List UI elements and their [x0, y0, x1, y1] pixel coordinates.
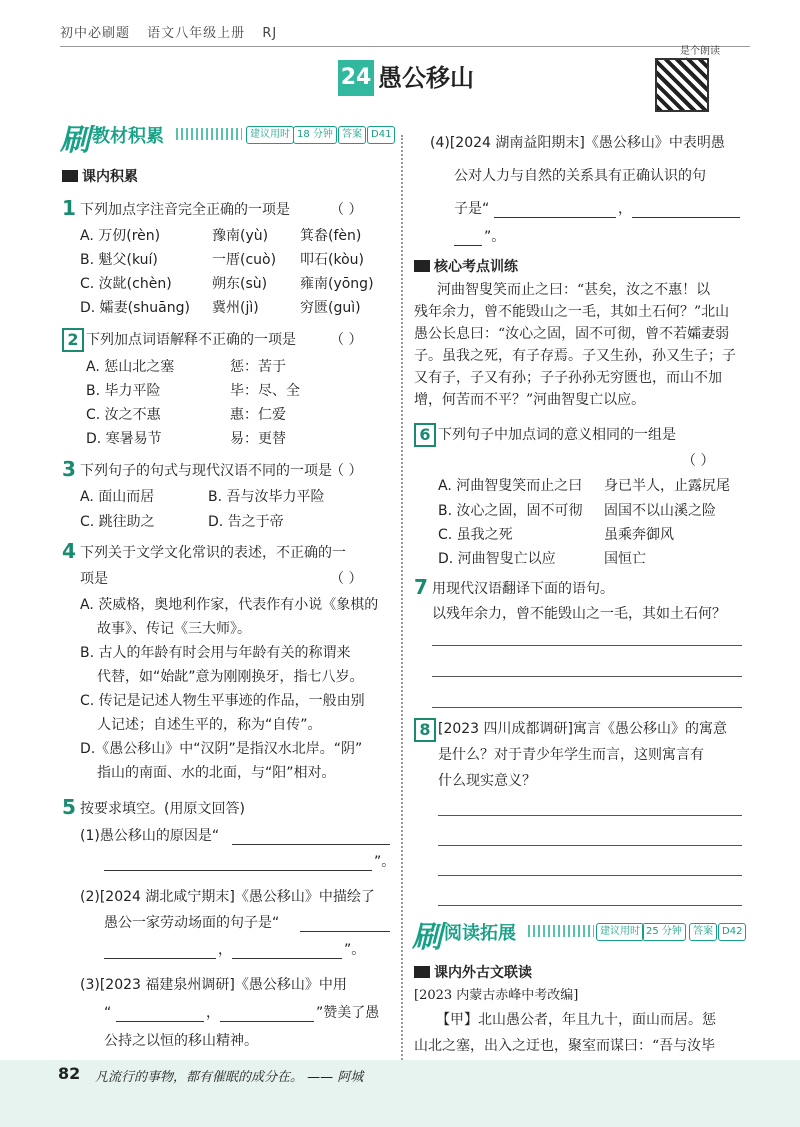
question-number: 5 [62, 795, 76, 819]
subject-name: 语文八年级上册 [147, 26, 246, 41]
fill-end: ”。 [344, 942, 366, 958]
answer-blank[interactable] [220, 1003, 314, 1022]
fill-prompt: 公对人力与自然的关系具有正确认识的句 [454, 168, 706, 184]
fill-end: ”。 [484, 229, 506, 245]
passage-line: 子。虽我之死，有子存焉。子又生孙，孙又生子；子 [414, 348, 736, 364]
fill-prompt: 愚公一家劳动场面的句子是“ [104, 915, 280, 931]
option: 叩石(kòu) [300, 252, 364, 268]
option: 雍南(yōng) [300, 276, 374, 292]
lesson-number: 24 [338, 60, 374, 96]
answer-blank[interactable] [104, 852, 372, 871]
answer-paren[interactable]: （ ） [330, 202, 363, 218]
option: D. 河曲智叟亡以应 [438, 551, 556, 567]
fill-prompt: “ [104, 1005, 112, 1021]
section-title-textbook: 教材积累 [92, 126, 164, 147]
comma: ， [618, 201, 632, 217]
option: A. 惩山北之塞 [86, 359, 175, 375]
option: A. 面山而居 [80, 489, 155, 505]
question-number: 4 [62, 539, 76, 563]
answer-label: 答案 [689, 923, 717, 941]
answer-line[interactable] [432, 676, 742, 677]
question-number: 1 [62, 196, 76, 220]
question-stem: 项是 [80, 571, 108, 587]
option-line: D.《愚公移山》中“汉阴”是指汉水北岸。“阴” [80, 741, 363, 757]
question-stem: 下列句子的句式与现代汉语不同的一项是 [80, 463, 332, 479]
option: 豫南(yù) [212, 228, 269, 244]
time-value: 18 分钟 [293, 126, 337, 144]
source-sentence: 以残年余力，曾不能毁山之一毛，其如土石何？ [432, 606, 726, 622]
answer-blank[interactable] [232, 826, 390, 845]
answer-label: 答案 [338, 126, 366, 144]
lesson-title: 愚公移山 [378, 64, 474, 92]
option: 固国不以山溪之险 [604, 503, 716, 519]
option: D. 告之于帝 [208, 514, 284, 530]
answer-blank[interactable] [454, 227, 482, 246]
option-line: A. 茨威格，奥地利作家，代表作有小说《象棋的 [80, 597, 379, 613]
question-stem: 下列关于文学文化常识的表述，不正确的一 [80, 545, 346, 561]
fill-prompt: (4)[2024 湖南益阳期末]《愚公移山》中表明愚 [430, 135, 725, 151]
time-value: 25 分钟 [642, 923, 686, 941]
answer-paren[interactable]: （ ） [682, 453, 715, 469]
option: C. 跳往助之 [80, 514, 155, 530]
answer-line[interactable] [432, 645, 742, 646]
option-line: 指山的南面、水的北面，与“阳”相对。 [97, 765, 336, 781]
question-stem: 是什么？对于青少年学生而言，这则寓言有 [438, 747, 704, 763]
decorative-stripes [528, 925, 594, 937]
decorative-stripes [176, 128, 242, 140]
time-label: 建议用时 [596, 923, 644, 941]
answer-blank[interactable] [232, 940, 342, 959]
answer-line[interactable] [438, 815, 742, 816]
option: A. 万仞(rèn) [80, 228, 161, 244]
header-rule [60, 46, 750, 47]
running-header [60, 22, 289, 41]
passage-line: 愚公长息曰：“汝心之固，固不可彻，曾不若孀妻弱 [414, 326, 730, 342]
fill-prompt: 子是“ [454, 201, 490, 217]
option-line: 人记述；自述生平的，称为“自传”。 [97, 717, 322, 733]
footer-quote: 凡流行的事物，都有催眠的成分在。 —— 阿城 [95, 1070, 364, 1085]
option: 惩：苦于 [230, 359, 286, 375]
subsection-heading: 核心考点训练 [414, 256, 518, 276]
passage-line: 【甲】北山愚公者，年且九十，面山而居。惩 [436, 1012, 716, 1028]
passage-line: 山北之塞，出入之迂也，聚室而谋曰：“吾与汝毕 [414, 1038, 716, 1054]
answer-blank[interactable] [300, 913, 390, 932]
page-number: 82 [58, 1064, 81, 1083]
book-name: 初中必刷题 [60, 26, 131, 41]
option: 虽乘奔御风 [604, 527, 674, 543]
option: 一厝(cuò) [212, 252, 277, 268]
question-stem: 按要求填空。(用原文回答) [80, 801, 245, 817]
question-stem: 下列句子中加点词的意义相同的一组是 [438, 427, 676, 443]
answer-page: D42 [718, 923, 746, 941]
fill-prompt: (2)[2024 湖北咸宁期末]《愚公移山》中描绘了 [80, 889, 375, 905]
subsection-heading: 课内外古文联读 [414, 962, 532, 982]
source-citation: [2023 内蒙古赤峰中考改编] [414, 988, 579, 1003]
question-stem: [2023 四川成都调研]寓言《愚公移山》的寓意 [438, 721, 728, 737]
option: 冀州(jì) [212, 300, 259, 316]
qr-label: 是个朗读 [680, 46, 720, 57]
passage-line: 残年余力，曾不能毁山之一毛，其如土石何？”北山 [414, 304, 730, 320]
option-line: 代替，如“始龀”意为刚刚换牙，指七八岁。 [97, 669, 364, 685]
option: 毕：尽、全 [230, 383, 300, 399]
question-stem: 什么现实意义？ [438, 773, 536, 789]
option: C. 汝龀(chèn) [80, 276, 172, 292]
option: C. 汝之不惠 [86, 407, 161, 423]
question-number: 3 [62, 457, 76, 481]
fill-prompt: (1)愚公移山的原因是“ [80, 828, 220, 844]
question-number: 8 [414, 718, 436, 742]
question-stem: 下列加点词语解释不正确的一项是 [86, 332, 296, 348]
option: 易：更替 [230, 431, 286, 447]
brush-icon: 刷 [60, 123, 90, 158]
question-number: 7 [414, 575, 428, 599]
answer-line[interactable] [438, 845, 742, 846]
option: B. 汝心之固，固不可彻 [438, 503, 583, 519]
answer-paren[interactable]: （ ） [330, 571, 363, 587]
option: 朔东(sù) [212, 276, 268, 292]
answer-paren[interactable]: （ ） [330, 332, 363, 348]
option: A. 河曲智叟笑而止之曰 [438, 478, 583, 494]
comma: ， [218, 942, 232, 958]
option: C. 虽我之死 [438, 527, 513, 543]
answer-blank[interactable] [494, 199, 616, 218]
option: 身已半人，止露尻尾 [604, 478, 730, 494]
option: D. 孀妻(shuāng) [80, 300, 190, 316]
passage-line: 又有子，子又有孙；子子孙孙无穷匮也，而山不加 [414, 370, 722, 386]
time-label: 建议用时 [246, 126, 294, 144]
passage-line: 河曲智叟笑而止之曰：“甚矣，汝之不惠！以 [437, 282, 711, 298]
answer-line[interactable] [438, 905, 742, 906]
option: 惠：仁爱 [230, 407, 286, 423]
edition: RJ [262, 26, 278, 41]
option: B. 吾与汝毕力平险 [208, 489, 325, 505]
fill-end: ”。 [374, 854, 396, 870]
brush-icon: 刷 [412, 920, 442, 955]
option: 国恒亡 [604, 551, 646, 567]
answer-blank[interactable] [104, 940, 216, 959]
option-line: 故事》、传记《三大师》。 [97, 621, 251, 637]
answer-page: D41 [367, 126, 395, 144]
option: B. 魁父(kuí) [80, 252, 158, 268]
section-title-reading: 阅读拓展 [444, 923, 516, 944]
comma: ， [206, 1005, 220, 1021]
qr-code-icon[interactable] [655, 58, 709, 112]
passage-line: 增，何苦而不平？”河曲智叟亡以应。 [414, 392, 646, 408]
option-line: C. 传记是记述人物生平事迹的作品，一般由别 [80, 693, 365, 709]
question-stem: 用现代汉语翻译下面的语句。 [432, 581, 614, 597]
option: D. 寒暑易节 [86, 431, 162, 447]
question-number: 6 [414, 423, 436, 447]
subsection-heading: 课内积累 [62, 166, 138, 186]
option: 穷匮(guì) [300, 300, 361, 316]
answer-line[interactable] [438, 875, 742, 876]
column-divider [401, 135, 403, 1060]
option-line: B. 古人的年龄有时会用与年龄有关的称谓来 [80, 645, 351, 661]
answer-line[interactable] [432, 707, 742, 708]
question-number: 2 [62, 328, 84, 352]
answer-paren[interactable]: （ ） [330, 463, 363, 479]
option: 箕畚(fèn) [300, 228, 362, 244]
fill-prompt: ”赞美了愚 [316, 1005, 380, 1021]
answer-blank[interactable] [116, 1003, 204, 1022]
question-stem: 下列加点字注音完全正确的一项是 [80, 202, 290, 218]
option: B. 毕力平险 [86, 383, 161, 399]
answer-blank[interactable] [632, 199, 740, 218]
fill-prompt: 公持之以恒的移山精神。 [104, 1033, 258, 1049]
fill-prompt: (3)[2023 福建泉州调研]《愚公移山》中用 [80, 977, 347, 993]
